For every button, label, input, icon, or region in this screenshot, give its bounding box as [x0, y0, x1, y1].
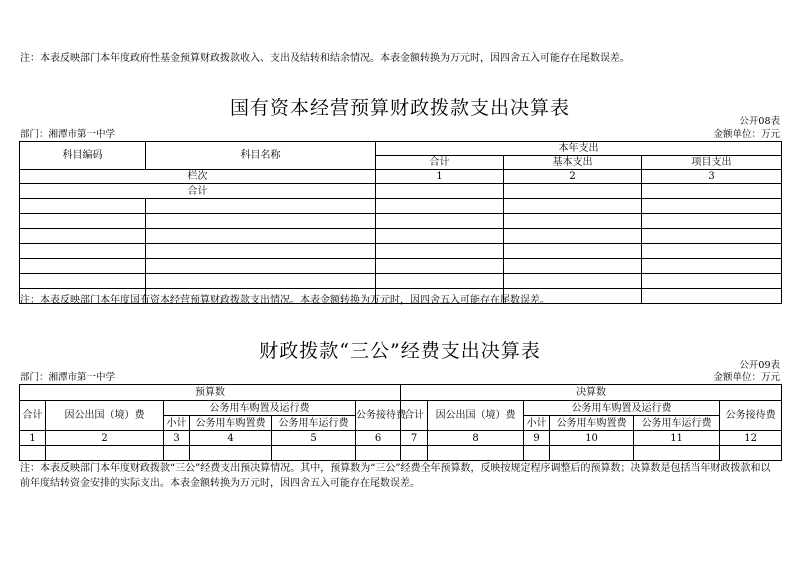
table-row — [20, 199, 782, 214]
budget-reception-header: 公务接待费 — [356, 401, 401, 431]
budget-abroad-header: 因公出国（境）费 — [46, 401, 164, 431]
table1-note: 注：本表反映部门本年度国有资本经营预算财政拨款支出情况。本表金额转换为万元时，因四舍五入可能存在尾数误差。 — [20, 295, 550, 306]
col-num: 1 — [20, 431, 46, 446]
header-current-year: 本年支出 — [376, 142, 782, 156]
final-reception-header: 公务接待费 — [720, 401, 782, 431]
budget-purchase-header: 公务用车购置费 — [190, 416, 272, 431]
budget-subtotal-header: 小计 — [164, 416, 190, 431]
table2 — [19, 384, 782, 461]
final-total-header: 合计 — [401, 401, 428, 431]
col-num: 5 — [272, 431, 356, 446]
table-row — [20, 229, 782, 244]
row-num-1: 1 — [376, 170, 504, 184]
sum-cell — [376, 184, 504, 199]
table-row — [20, 244, 782, 259]
final-vehicle-header: 公务用车购置及运行费 — [524, 401, 720, 416]
table1-dept: 部门：湘潭市第一中学 — [20, 129, 116, 140]
sum-cell — [504, 184, 642, 199]
table1-code: 公开08表 — [739, 116, 780, 127]
final-subtotal-header: 小计 — [524, 416, 550, 431]
header-total: 合计 — [376, 156, 504, 170]
table-row — [20, 446, 782, 461]
budget-total-header: 合计 — [20, 401, 46, 431]
table1-title: 国有资本经营预算财政拨款支出决算表 — [229, 97, 570, 119]
col-num: 12 — [720, 431, 782, 446]
table1 — [19, 141, 782, 304]
table2-unit: 金额单位：万元 — [713, 372, 780, 383]
sum-cell — [642, 184, 782, 199]
col-num: 7 — [401, 431, 428, 446]
table2-dept: 部门：湘潭市第一中学 — [20, 372, 116, 383]
header-basic: 基本支出 — [504, 156, 642, 170]
sum-label: 合计 — [20, 184, 376, 199]
top-note: 注：本表反映部门本年度政府性基金预算财政拨款收入、支出及结转和结余情况。本表金额转换为万元时，因四舍五入可能存在尾数误差。 — [20, 53, 630, 64]
table-row — [20, 214, 782, 229]
final-abroad-header: 因公出国（境）费 — [428, 401, 524, 431]
table2-note: 注：本表反映部门本年度财政拨款“三公”经费支出预决算情况。其中，预算数为“三公”经费全年预算数，反映按规定程序调整后的预算数；决算数是包括当年财政拨款和以前年度结转资金安排的实际支出。本表金额转换为万元时，因四舍五入可能存在尾数误差。 — [20, 463, 771, 489]
row-num-3: 3 — [642, 170, 782, 184]
col-num: 2 — [46, 431, 164, 446]
header-code: 科目编码 — [20, 142, 146, 170]
final-header: 决算数 — [401, 385, 782, 401]
col-num: 11 — [634, 431, 720, 446]
final-operation-header: 公务用车运行费 — [634, 416, 720, 431]
col-num: 8 — [428, 431, 524, 446]
col-num: 9 — [524, 431, 550, 446]
row-num-2: 2 — [504, 170, 642, 184]
col-num: 3 — [164, 431, 190, 446]
budget-header: 预算数 — [20, 385, 401, 401]
table-row — [20, 259, 782, 274]
col-num: 4 — [190, 431, 272, 446]
header-project: 项目支出 — [642, 156, 782, 170]
table1-unit: 金额单位：万元 — [713, 129, 780, 140]
col-num: 6 — [356, 431, 401, 446]
table2-code: 公开09表 — [739, 360, 780, 371]
row-label: 栏次 — [20, 170, 376, 184]
table2-title: 财政拨款“三公”经费支出决算表 — [259, 340, 541, 362]
budget-vehicle-header: 公务用车购置及运行费 — [164, 401, 356, 416]
budget-operation-header: 公务用车运行费 — [272, 416, 356, 431]
col-num: 10 — [550, 431, 634, 446]
final-purchase-header: 公务用车购置费 — [550, 416, 634, 431]
header-name: 科目名称 — [146, 142, 376, 170]
table-row — [20, 274, 782, 289]
